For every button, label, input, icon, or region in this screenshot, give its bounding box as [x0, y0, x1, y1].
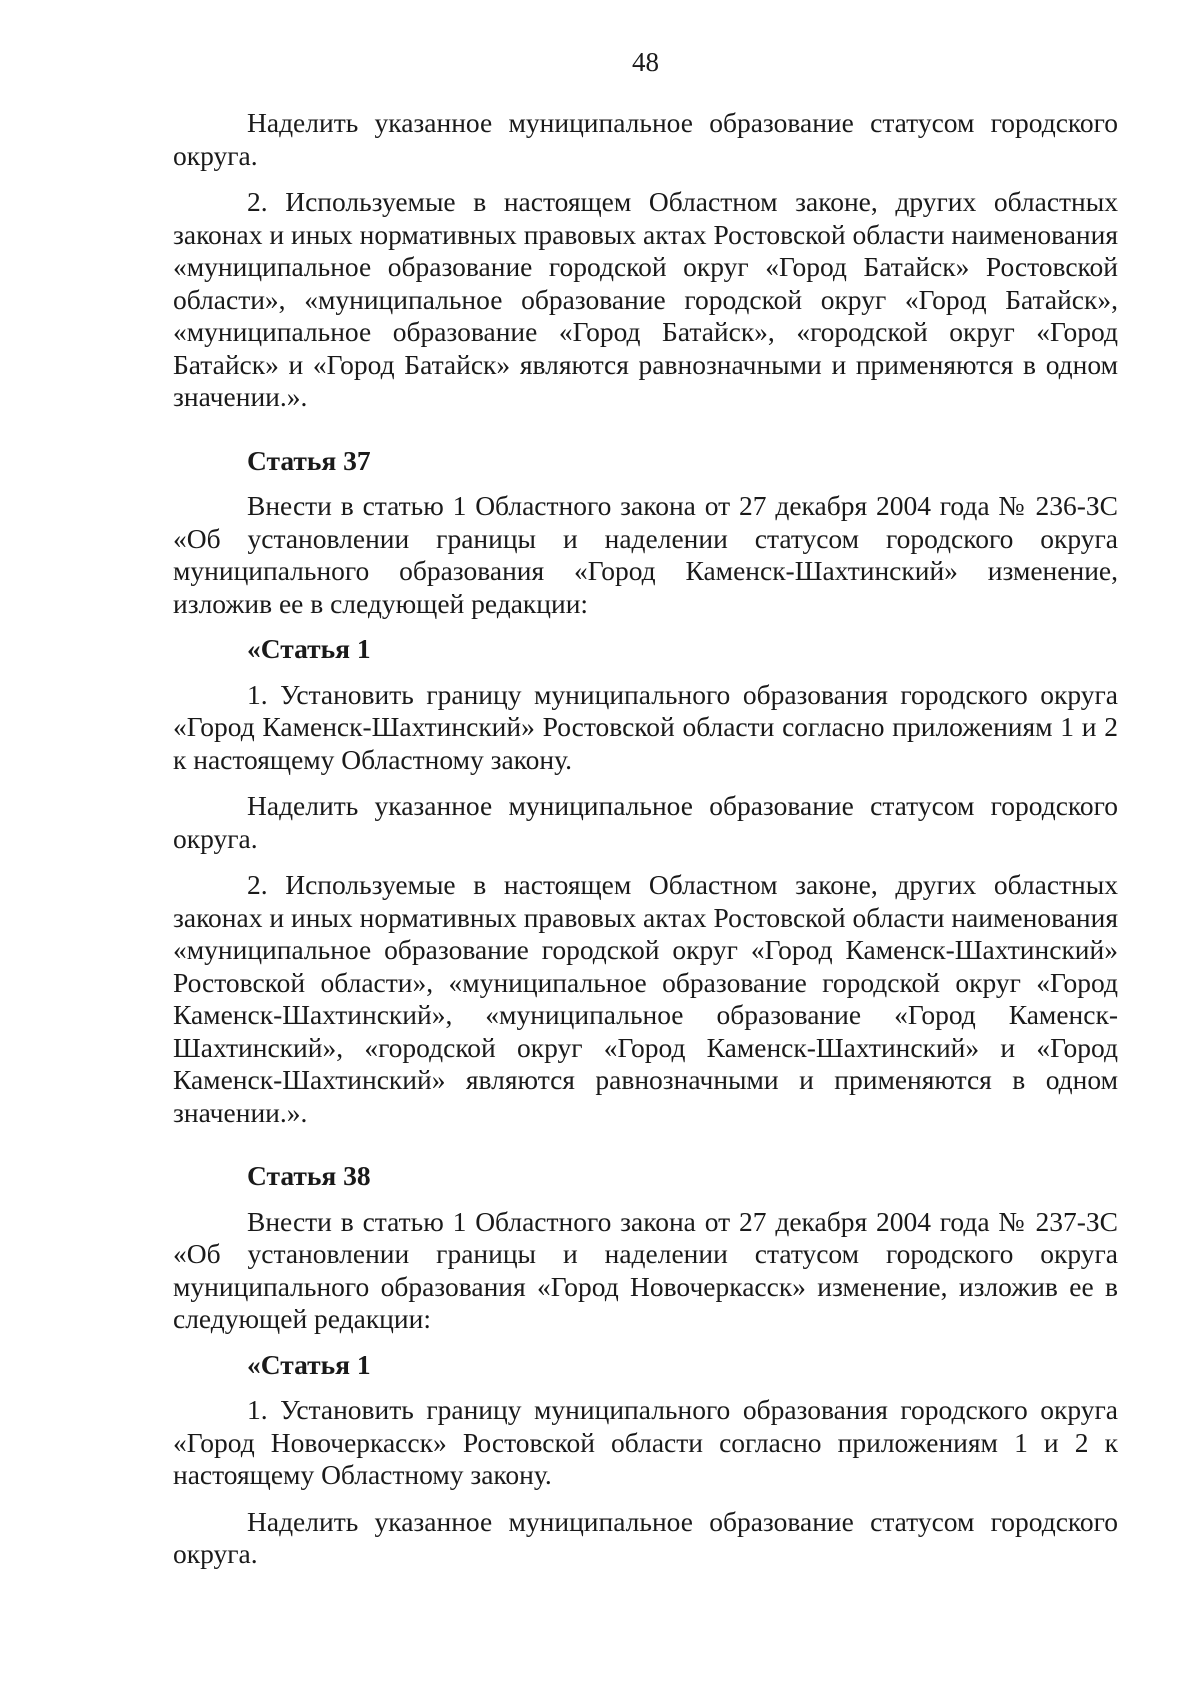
article-heading-38: Статья 38	[247, 1160, 371, 1191]
page-number: 48	[632, 47, 659, 77]
paragraph: 1. Установить границу муниципального образования городского округа «Город Новочеркасск» Ростовской области согласно приложениям 1 и 2 к настоящему Областному закону.	[173, 1394, 1118, 1490]
paragraph: 1. Установить границу муниципального образования городского округа «Город Каменск-Шахтинский» Ростовской области согласно приложениям 1 и 2 к настоящему Областному закону.	[173, 678, 1118, 775]
paragraph: Наделить указанное муниципальное образование статусом городского округа.	[173, 107, 1118, 171]
document-page	[173, 0, 1118, 1571]
article-subheading: «Статья 1	[247, 1348, 371, 1380]
article-heading-37: Статья 37	[247, 444, 371, 476]
paragraph: Наделить указанное муниципальное образование статусом городского округа.	[173, 1505, 1118, 1569]
paragraph: 2. Используемые в настоящем Областном законе, других областных законах и иных нормативных правовых актах Ростовской области наименования «муниципальное образование городской округ «Город Батайск» Ростовской области», «муниципальное образование городской округ «Город Батайск», «муниципальное образование «Город Батайск», «городской округ «Город Батайск» и «Город Батайск» являются равнозначными и применяются в одном значении.».	[173, 186, 1118, 412]
article-subheading: «Статья 1	[247, 633, 371, 664]
paragraph: 2. Используемые в настоящем Областном законе, других областных законах и иных нормативных правовых актах Ростовской области наименования «муниципальное образование городской округ «Город Каменск-Шахтинский» Ростовской области», «муниципальное образование городской округ «Город Каменск-Шахтинский», «муниципальное образование «Город Каменск-Шахтинский», «городской округ «Город Каменск-Шахтинский» и «Город Каменск-Шахтинский» являются равнозначными и применяются в одном значении.».	[173, 869, 1118, 1128]
paragraph: Внести в статью 1 Областного закона от 27 декабря 2004 года № 237-ЗС «Об установлении границы и наделении статусом городского округа муниципального образования «Город Новочеркасск» изменение, изложив ее в следующей редакции:	[173, 1205, 1118, 1334]
paragraph: Внести в статью 1 Областного закона от 27 декабря 2004 года № 236-ЗС «Об установлении границы и наделении статусом городского округа муниципального образования «Город Каменск-Шахтинский» изменение, изложив ее в следующей редакции:	[173, 490, 1118, 619]
paragraph: Наделить указанное муниципальное образование статусом городского округа.	[173, 790, 1118, 854]
